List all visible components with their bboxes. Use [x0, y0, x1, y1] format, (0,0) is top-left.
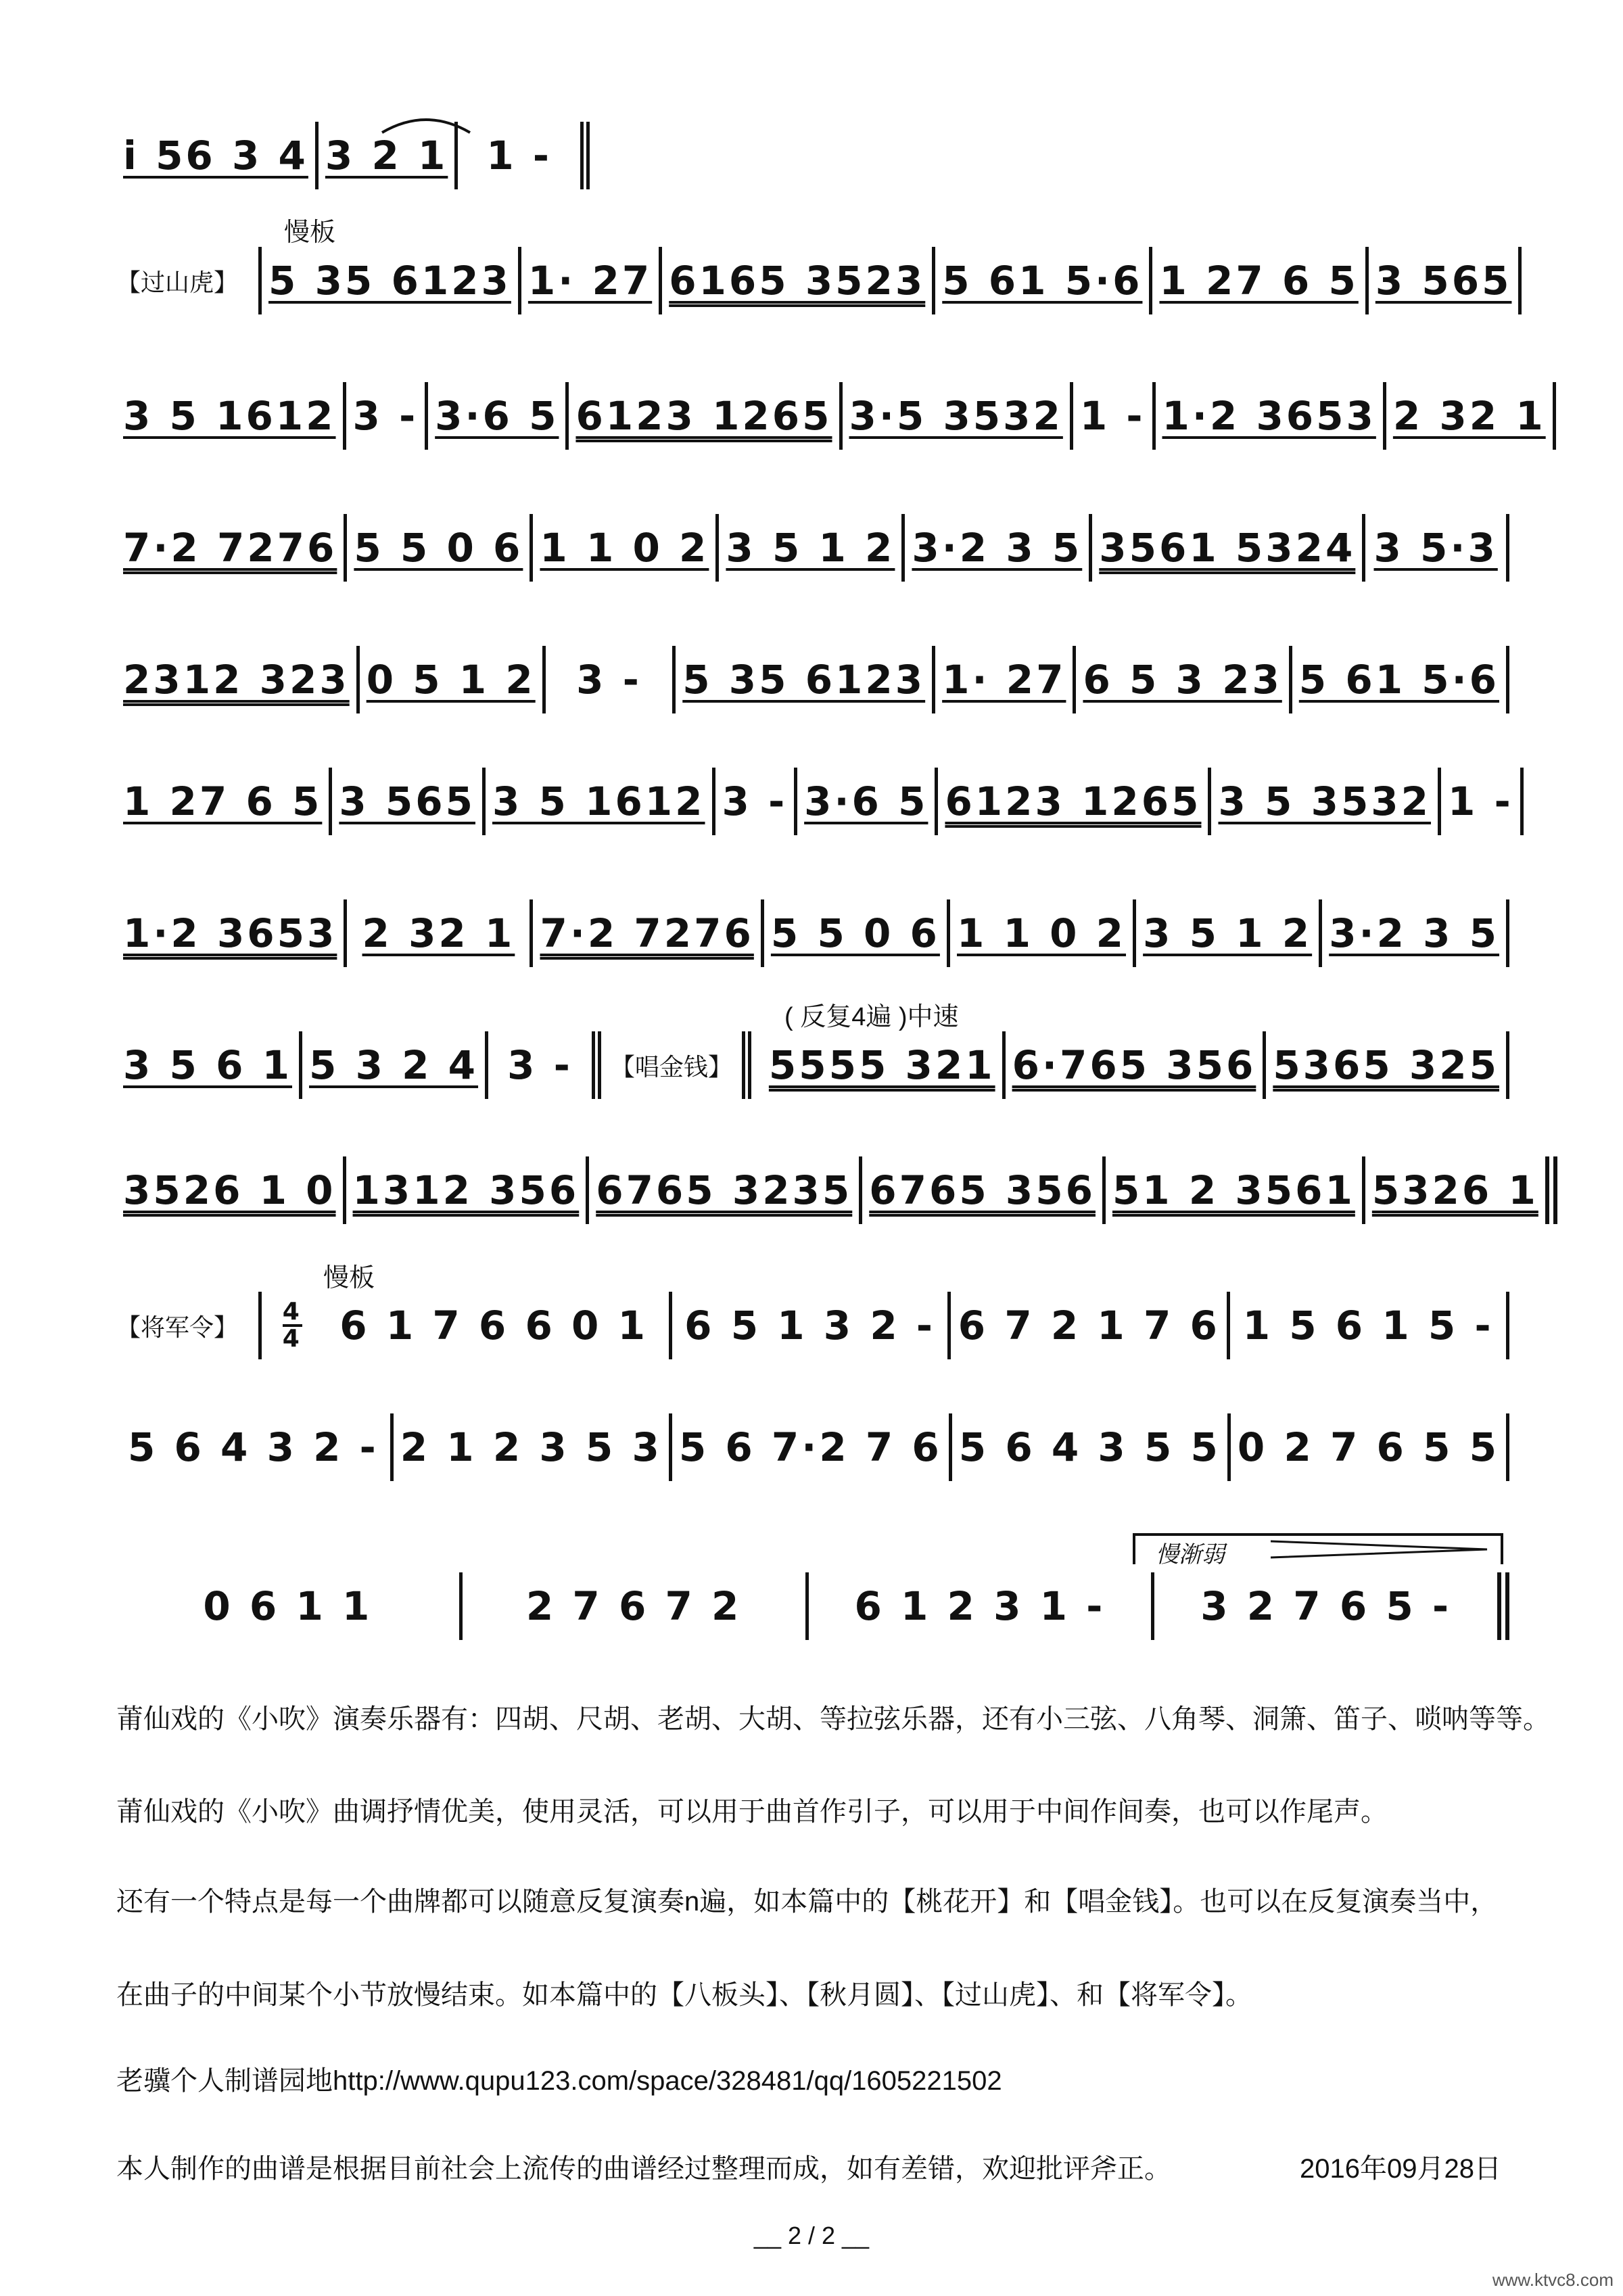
time-sig-bottom: 4 — [282, 1325, 302, 1353]
measure — [676, 646, 935, 713]
measure — [116, 514, 347, 582]
notes: 6 7 2 1 7 6 — [958, 1303, 1220, 1349]
diminuendo-label: 慢渐弱 — [1156, 1542, 1225, 1568]
measure — [258, 247, 521, 314]
notes: 5 5 0 6 — [354, 525, 523, 571]
measure — [486, 768, 715, 835]
notes: 1 27 6 5 — [123, 778, 323, 824]
measure — [116, 382, 346, 450]
measure — [488, 1031, 601, 1099]
note-paragraph: 在曲子的中间某个小节放慢结束。如本篇中的【八板头】、【秋月圆】、【过山虎】、和【将军令】。 — [116, 1980, 1252, 2010]
notes: 2 7 6 7 2 — [525, 1583, 742, 1629]
notes: 3·6 5 — [435, 393, 559, 439]
score-line-9 — [116, 1150, 1538, 1231]
tune-label: 【唱金钱】 — [610, 1052, 732, 1081]
measure — [1292, 646, 1509, 713]
measure — [719, 514, 905, 582]
notes: 1 - — [1079, 393, 1146, 439]
score-line-6 — [116, 761, 1513, 842]
measure — [346, 1156, 590, 1224]
notes: 5 3 2 4 — [309, 1042, 479, 1088]
notes: 3 - — [507, 1042, 573, 1088]
notes: 3561 5324 — [1099, 525, 1356, 571]
measure — [935, 646, 1076, 713]
notes: 3 2 7 6 5 - — [1200, 1583, 1452, 1629]
measure — [1266, 1031, 1509, 1099]
measure — [360, 646, 546, 713]
score-line-11 — [116, 1407, 1509, 1488]
notes: 51 2 3561 — [1112, 1167, 1355, 1213]
diminuendo-bracket — [1133, 1533, 1503, 1568]
measure — [346, 382, 429, 450]
measure — [569, 382, 842, 450]
measure — [950, 899, 1136, 967]
notes: 3 5·3 — [1373, 525, 1498, 571]
notes: 3 565 — [1375, 258, 1512, 304]
measure — [672, 1292, 951, 1359]
notes: i 56 3 4 — [123, 133, 308, 179]
notes: 3 5 6 1 — [123, 1042, 293, 1088]
notes: 3 - — [576, 657, 642, 703]
notes: 3 - — [352, 393, 419, 439]
notes: 3 565 — [339, 778, 475, 824]
measure — [1441, 768, 1524, 835]
measure — [843, 382, 1073, 450]
measure — [1230, 1292, 1509, 1359]
measure — [258, 1292, 672, 1359]
notes: 1 - — [1448, 778, 1513, 824]
notes: 6·765 356 — [1012, 1042, 1256, 1088]
notes: 5 35 6123 — [682, 657, 926, 703]
measure — [1365, 1156, 1557, 1224]
notes: 5 61 5·6 — [942, 258, 1143, 304]
score-line-2 — [116, 240, 1512, 321]
measure — [116, 122, 319, 189]
notes: 3 5 1 2 — [1143, 910, 1313, 956]
measure — [1211, 768, 1441, 835]
notes: 3·2 3 5 — [912, 525, 1083, 571]
notes: 5365 325 — [1273, 1042, 1499, 1088]
score-line-3 — [116, 375, 1546, 456]
notes: 3·2 3 5 — [1329, 910, 1500, 956]
score-line-7 — [116, 893, 1509, 974]
note-paragraph: 莆仙戏的《小吹》演奏乐器有：四胡、尺胡、老胡、大胡、等拉弦乐器，还有小三弦、八角琴、洞箫、笛子、唢呐等等。 — [116, 1704, 1550, 1734]
notes: 2312 323 — [123, 657, 350, 703]
tune-label: 【过山虎】 — [116, 268, 239, 296]
notes: 1· 27 — [527, 258, 653, 304]
notes: 6765 356 — [869, 1167, 1096, 1213]
notes: 0 5 1 2 — [366, 657, 536, 703]
measure — [116, 1156, 346, 1224]
notes: 6765 3235 — [596, 1167, 853, 1213]
repeat-tempo-mark: ( 反复4遍 )中速 — [784, 1003, 959, 1031]
measure — [742, 1031, 1006, 1099]
notes: 2 1 2 3 5 3 — [400, 1424, 662, 1470]
measure — [116, 1572, 463, 1640]
measure — [1006, 1031, 1267, 1099]
measure — [764, 899, 950, 967]
measure — [809, 1572, 1155, 1640]
notes: 6123 1265 — [575, 393, 832, 439]
score-line-10 — [116, 1285, 1509, 1366]
measure — [116, 1031, 302, 1099]
notes: 3·5 3532 — [849, 393, 1063, 439]
notes: 5 6 4 3 5 5 — [958, 1424, 1221, 1470]
page-number: __ 2 / 2 __ — [753, 2222, 870, 2249]
time-sig-top: 4 — [282, 1298, 302, 1326]
notes: 1312 356 — [352, 1167, 580, 1213]
measure — [589, 1156, 862, 1224]
notes: 1 27 6 5 — [1159, 258, 1359, 304]
score-line-4 — [116, 507, 1509, 588]
notes: 2 32 1 — [362, 910, 515, 956]
measure — [662, 247, 935, 314]
notes: 5 5 0 6 — [770, 910, 940, 956]
notes: 6 1 2 3 1 - — [854, 1583, 1106, 1629]
measure — [1136, 899, 1322, 967]
notes: 2 32 1 — [1392, 393, 1546, 439]
notes: 0 2 7 6 5 5 — [1237, 1424, 1499, 1470]
measure — [1106, 1156, 1365, 1224]
measure — [951, 1292, 1230, 1359]
notes: 6165 3523 — [669, 258, 926, 304]
notes: 1 - — [486, 133, 552, 179]
measure — [533, 899, 763, 967]
measure — [862, 1156, 1106, 1224]
measure — [1386, 382, 1556, 450]
measure — [1231, 1413, 1509, 1481]
notes: 1 1 0 2 — [540, 525, 709, 571]
notes: 6 5 3 23 — [1083, 657, 1282, 703]
score-line-12 — [116, 1566, 1509, 1647]
notes: 3 5 1612 — [123, 393, 336, 439]
notes: 5 35 6123 — [268, 258, 511, 304]
notes: 5 6 7·2 7 6 — [678, 1424, 942, 1470]
notes: 3526 1 0 — [123, 1167, 336, 1213]
notes: 3 2 1 — [325, 133, 448, 179]
notes: 7·2 7276 — [540, 910, 754, 956]
measure — [394, 1413, 672, 1481]
note-paragraph: 还有一个特点是每一个曲牌都可以随意反复演奏n遍，如本篇中的【桃花开】和【唱金钱】。也可以在反复演奏当中， — [116, 1887, 1498, 1917]
score-line-1 — [116, 115, 590, 196]
measure — [116, 646, 360, 713]
measure — [546, 646, 676, 713]
measure — [533, 514, 719, 582]
notes: 5 6 4 3 2 - — [127, 1424, 379, 1470]
measure — [797, 768, 938, 835]
measure — [1076, 646, 1292, 713]
measure — [116, 1413, 394, 1481]
measure — [1073, 382, 1156, 450]
notes: 1·2 3653 — [1162, 393, 1376, 439]
notes: 1·2 3653 — [123, 910, 337, 956]
notes: 3 5 3532 — [1218, 778, 1432, 824]
measure — [428, 382, 569, 450]
notes: 3 5 1 2 — [726, 525, 895, 571]
notes: 5555 321 — [768, 1042, 995, 1088]
notes: 5 61 5·6 — [1298, 657, 1499, 703]
notes: 3 - — [722, 778, 788, 824]
measure — [332, 768, 486, 835]
notes: 1 5 6 1 5 - — [1242, 1303, 1494, 1349]
measure — [521, 247, 662, 314]
website-link[interactable]: 老骥个人制谱园地http://www.qupu123.com/space/328481/qq/1605221502 — [116, 2066, 1002, 2096]
measure — [905, 514, 1092, 582]
notes: 5326 1 — [1371, 1167, 1538, 1213]
measure — [463, 1572, 809, 1640]
diminuendo-hairpin — [1271, 1537, 1494, 1562]
measure — [347, 899, 533, 967]
measure — [1156, 382, 1386, 450]
notes: 6 5 1 3 2 - — [684, 1303, 935, 1349]
measure — [715, 768, 798, 835]
notes: 3 5 1612 — [492, 778, 705, 824]
notes: 7·2 7276 — [123, 525, 337, 571]
date: 2016年09月28日 — [1300, 2154, 1501, 2184]
tempo-mark: 慢板 — [284, 218, 336, 247]
notes: 6 1 7 6 6 0 1 — [339, 1303, 648, 1349]
measure — [935, 247, 1152, 314]
measure — [1365, 514, 1509, 582]
tempo-mark: 慢板 — [323, 1264, 375, 1292]
measure — [1154, 1572, 1509, 1640]
time-signature — [283, 1300, 302, 1351]
measure — [458, 122, 590, 189]
notes: 1· 27 — [942, 657, 1066, 703]
measure — [1322, 899, 1509, 967]
measure — [1152, 247, 1368, 314]
note-paragraph: 本人制作的曲谱是根据目前社会上流传的曲谱经过整理而成，如有差错，欢迎批评斧正。 — [116, 2154, 1171, 2184]
tune-label: 【将军令】 — [116, 1313, 239, 1341]
notes: 3·6 5 — [804, 778, 928, 824]
measure — [1092, 514, 1365, 582]
measure — [116, 768, 332, 835]
measure — [672, 1413, 952, 1481]
measure — [116, 899, 347, 967]
score-line-5 — [116, 639, 1509, 720]
tie-mark — [379, 114, 473, 134]
measure — [952, 1413, 1231, 1481]
measure — [1369, 247, 1522, 314]
notes: 6123 1265 — [945, 778, 1202, 824]
measure — [347, 514, 533, 582]
measure — [302, 1031, 488, 1099]
score-line-8 — [116, 1025, 1509, 1106]
watermark: www.ktvc8.com — [1492, 2270, 1614, 2290]
note-paragraph: 莆仙戏的《小吹》曲调抒情优美，使用灵活，可以用于曲首作引子，可以用于中间作间奏，也可以作尾声。 — [116, 1797, 1388, 1827]
notes: 0 6 1 1 — [203, 1583, 373, 1629]
measure — [938, 768, 1211, 835]
notes: 1 1 0 2 — [957, 910, 1127, 956]
